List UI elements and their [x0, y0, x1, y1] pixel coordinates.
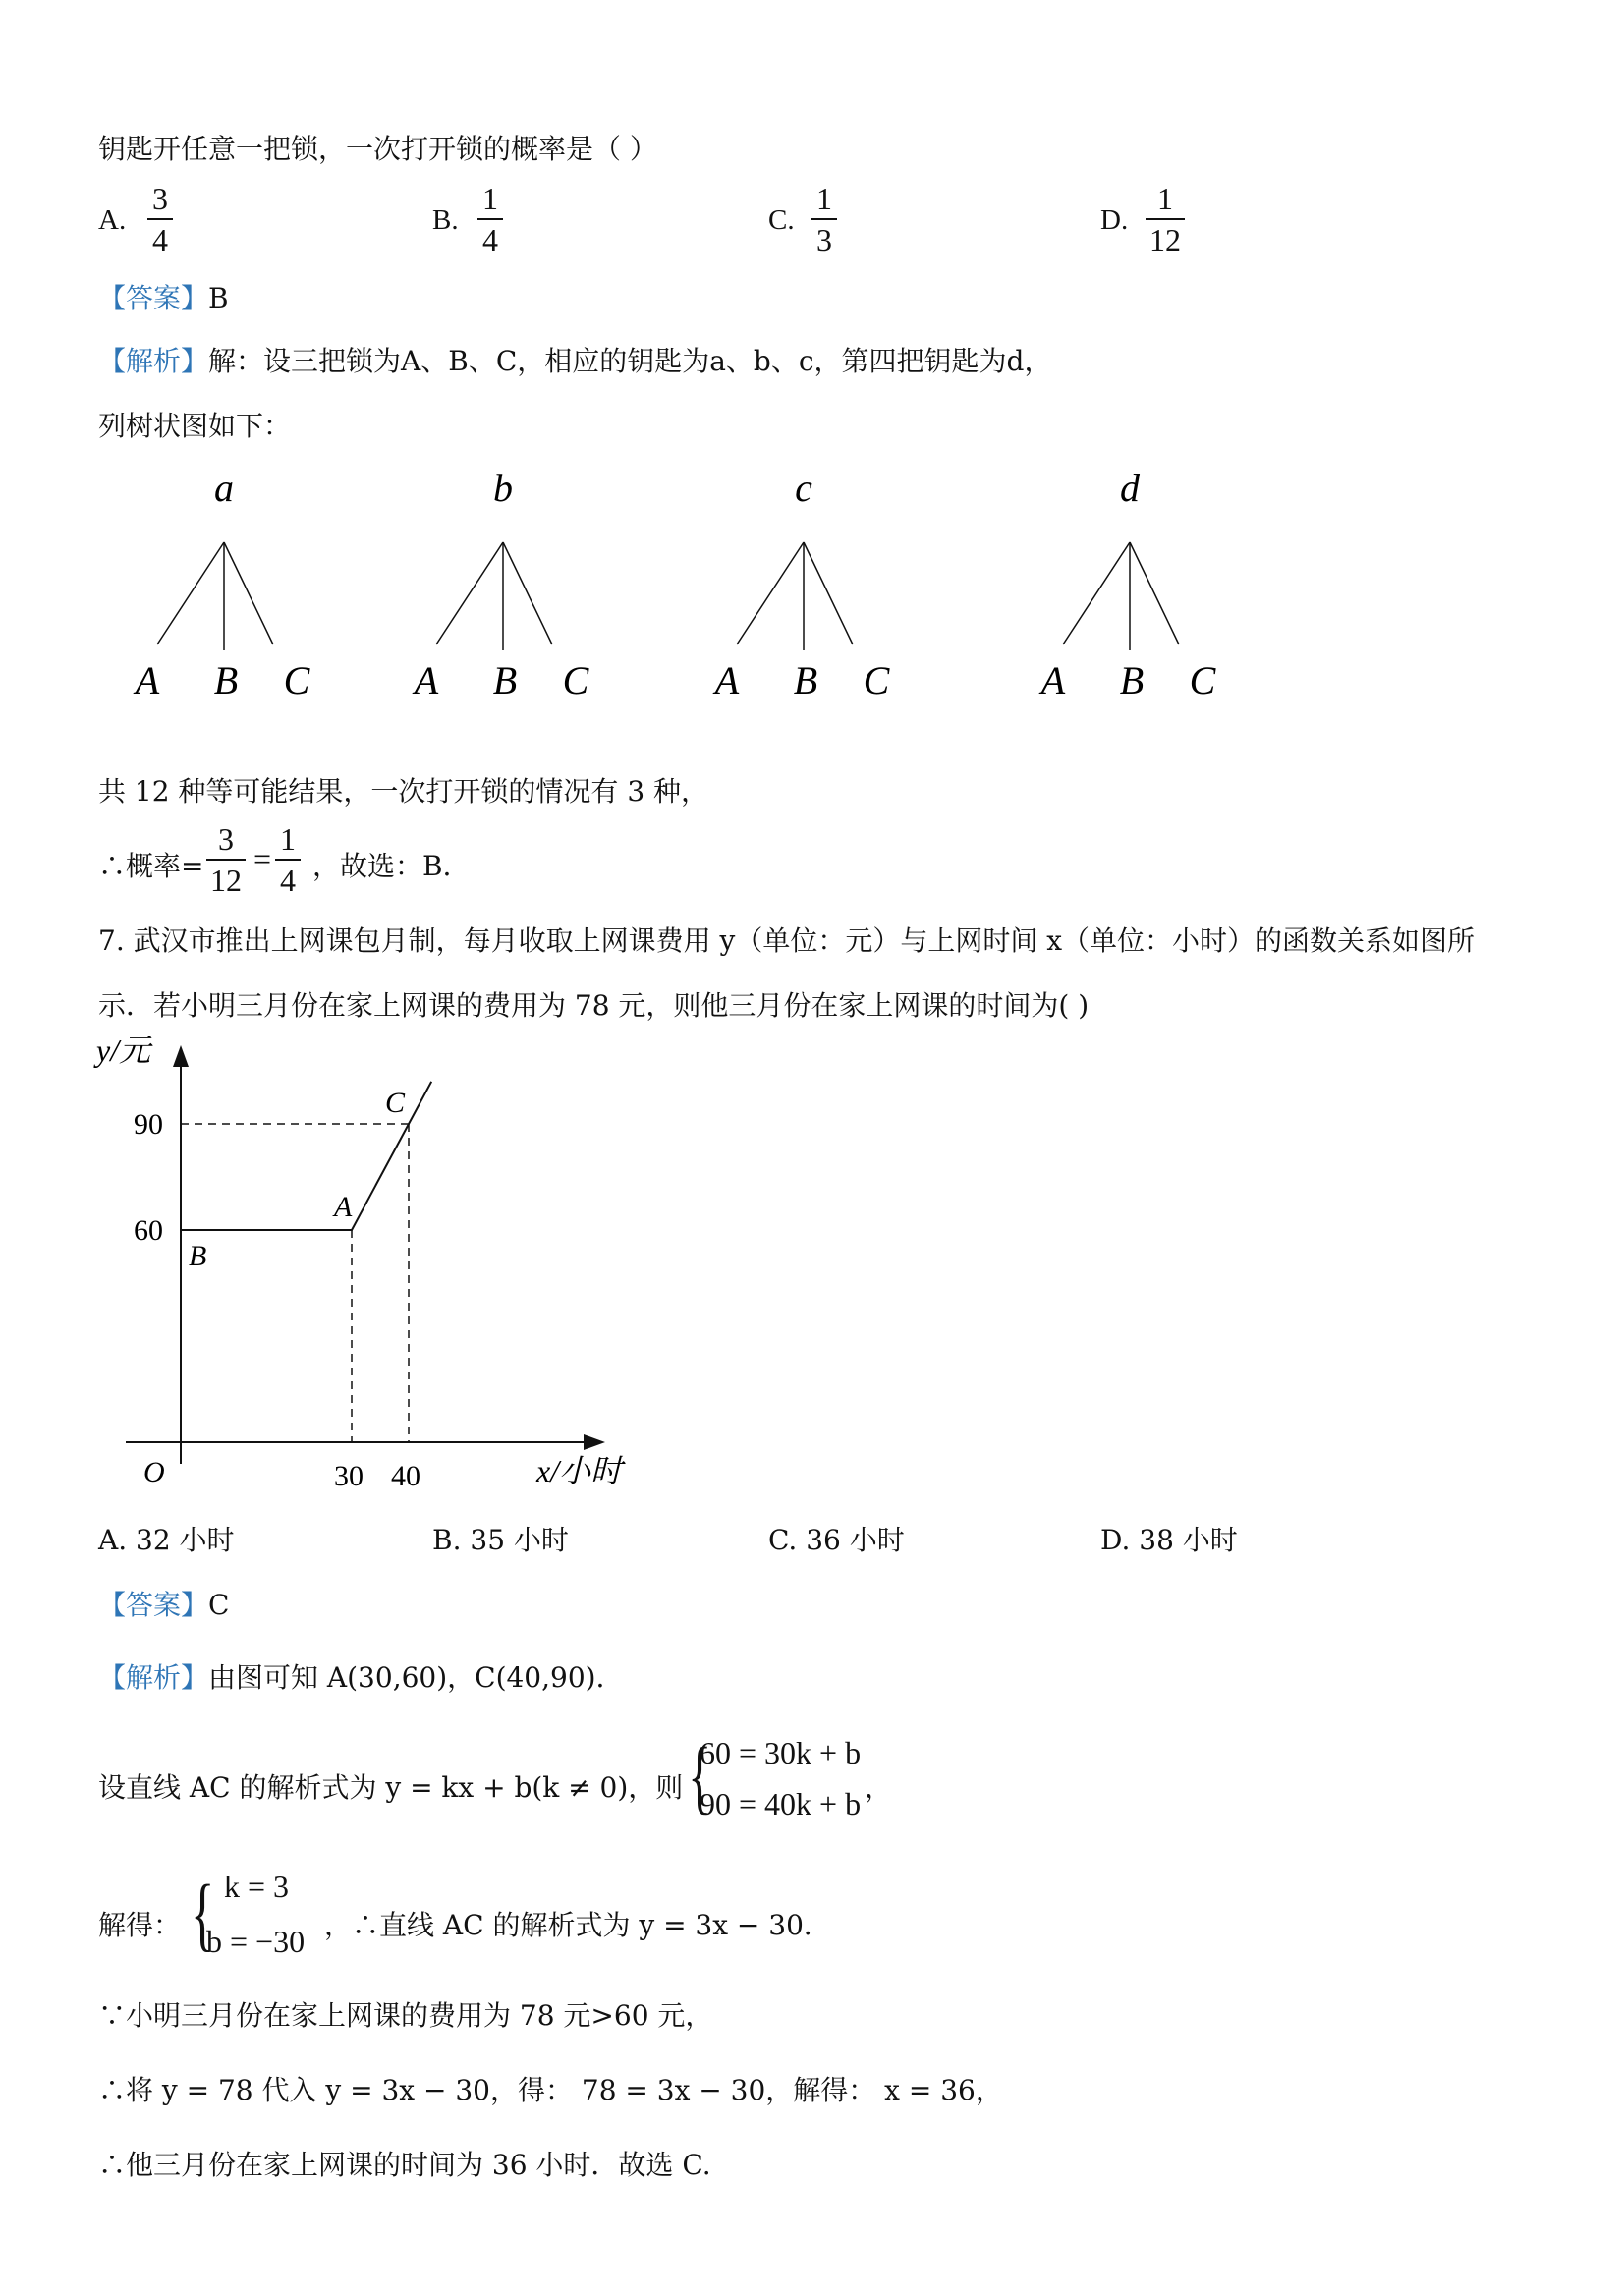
prob-fraction-2: [275, 823, 301, 896]
tree-diagram: [0, 462, 1623, 717]
origin-label: O: [143, 1456, 165, 1488]
tree-leaf-label: B: [1119, 658, 1145, 702]
option-fraction: [477, 183, 503, 255]
tree-leaf-label: A: [135, 658, 160, 702]
numerator: 1: [1157, 181, 1173, 216]
option-label: B.: [432, 204, 459, 236]
tree-d: [1038, 466, 1217, 702]
q7-stem-line2: 示．若小明三月份在家上网课的费用为 78 元，则他三月份在家上网课的时间为( ): [98, 989, 1090, 1022]
numerator: 1: [280, 821, 296, 857]
option-fraction: [147, 183, 173, 255]
denominator: 4: [280, 863, 296, 898]
tree-c: [712, 466, 891, 702]
q6-analysis-line1: [98, 340, 1051, 379]
tree-leaf-label: B: [793, 658, 818, 702]
tree-leaf-label: B: [492, 658, 518, 702]
x-axis-arrow: [584, 1434, 605, 1450]
tree-root-label: b: [493, 466, 513, 510]
option-label: A.: [98, 204, 127, 236]
analysis-tag: 【解析】: [98, 345, 209, 377]
point-label-b: B: [189, 1240, 207, 1272]
answer-tag: 【答案】: [98, 282, 209, 314]
denominator: 12: [1149, 222, 1181, 257]
q7-option-a: A. 32 小时: [98, 1524, 235, 1556]
prob-equals: =: [253, 841, 272, 876]
tree-leaf-label: C: [562, 658, 589, 702]
q7-analysis-line6: ∴他三月份在家上网课的时间为 36 小时．故选 C.: [98, 2149, 711, 2181]
system2-eq2: b = −30: [206, 1924, 306, 1959]
system1-eq1: 60 = 30k + b: [700, 1735, 862, 1770]
denominator: 12: [210, 863, 242, 898]
q7-analysis-line4: ∵小明三月份在家上网课的费用为 78 元>60 元，: [98, 1999, 713, 2032]
q7-stem-line1: 7. 武汉市推出上网课包月制，每月收取上网课费用 y（单位：元）与上网时间 x（单位：小时）的函数关系如图所: [98, 924, 1476, 957]
denominator: 4: [482, 222, 498, 257]
x-axis-label: x/小时: [536, 1453, 623, 1488]
q6-result-line: 共 12 种等可能结果，一次打开锁的情况有 3 种，: [98, 775, 709, 808]
option-label: C.: [768, 204, 795, 236]
tree-branch: [224, 542, 273, 644]
numerator: 3: [152, 181, 168, 216]
answer-tag: 【答案】: [98, 1589, 209, 1621]
tree-branch: [1130, 542, 1179, 644]
denominator: 4: [152, 222, 168, 257]
point-label-c: C: [385, 1087, 406, 1119]
x-tick-label: 30: [334, 1460, 364, 1492]
tree-root-label: a: [214, 466, 234, 510]
q6-stem: 钥匙开任意一把锁，一次打开锁的概率是（ ）: [98, 133, 657, 165]
analysis-tag: 【解析】: [98, 1661, 209, 1694]
tree-root-label: c: [795, 466, 812, 510]
prob-suffix: ，故选：B．: [312, 850, 471, 882]
tree-leaf-label: C: [283, 658, 310, 702]
q7-answer: [98, 1584, 229, 1623]
tree-a: [133, 466, 311, 702]
q6-answer: [98, 277, 229, 316]
tree-leaf-label: A: [714, 658, 740, 702]
tree-leaf-label: A: [414, 658, 439, 702]
line2-prefix: 设直线 AC 的解析式为 y = kx + b(k ≠ 0)，则: [98, 1771, 684, 1804]
y-tick-label: 60: [134, 1214, 163, 1247]
numerator: 3: [218, 821, 234, 857]
y-tick-label: 90: [134, 1108, 163, 1141]
analysis-text: 由图可知 A(30,60)，C(40,90)．: [208, 1661, 624, 1694]
tree-branch: [804, 542, 853, 644]
q6-analysis-line2: 列树状图如下：: [98, 410, 292, 442]
tree-leaf-label: C: [863, 658, 890, 702]
prob-prefix: ∴概率=: [98, 850, 204, 882]
numerator: 1: [482, 181, 498, 216]
point-label-a: A: [334, 1191, 353, 1223]
denominator: 3: [816, 222, 832, 257]
answer-value: C: [208, 1589, 230, 1621]
option-fraction: [1146, 183, 1185, 255]
prob-fraction-1: [206, 823, 246, 896]
system2-eq1: k = 3: [224, 1869, 290, 1904]
q7-analysis-line1: [98, 1656, 624, 1696]
y-axis-arrow: [173, 1045, 189, 1067]
tree-leaf-label: A: [1040, 658, 1066, 702]
analysis-text: 解：设三把锁为A、B、C，相应的钥匙为a、b、c，第四把钥匙为d，: [208, 345, 1052, 377]
line3-suffix: ，∴直线 AC 的解析式为 y = 3x − 30．: [324, 1909, 831, 1941]
tree-branch: [436, 542, 503, 644]
option-label: D.: [1100, 204, 1129, 236]
system1-suffix: ，: [865, 1771, 893, 1804]
tree-root-label: d: [1120, 466, 1140, 510]
tree-branch: [737, 542, 804, 644]
tree-branch: [1063, 542, 1130, 644]
numerator: 1: [816, 181, 832, 216]
tree-branch: [503, 542, 552, 644]
line3-prefix: 解得：: [98, 1909, 182, 1941]
q7-option-d: D. 38 小时: [1100, 1524, 1238, 1556]
tree-leaf-label: B: [213, 658, 239, 702]
y-axis-label: y/元: [96, 1033, 151, 1068]
q7-function-graph: [79, 1032, 766, 1493]
answer-value: B: [208, 282, 229, 314]
tree-leaf-label: C: [1189, 658, 1216, 702]
q7-option-c: C. 36 小时: [768, 1524, 905, 1556]
system1-eq2: 90 = 40k + b: [700, 1786, 862, 1821]
left-brace: {: [688, 1731, 712, 1822]
x-tick-label: 40: [391, 1460, 420, 1492]
tree-b: [412, 466, 590, 702]
option-fraction: [812, 183, 837, 255]
q7-option-b: B. 35 小时: [432, 1524, 569, 1556]
left-brace: {: [191, 1869, 215, 1960]
q7-analysis-line5: ∴将 y = 78 代入 y = 3x − 30，得： 78 = 3x − 30，解得： x = 36，: [98, 2074, 1003, 2106]
tree-branch: [157, 542, 224, 644]
